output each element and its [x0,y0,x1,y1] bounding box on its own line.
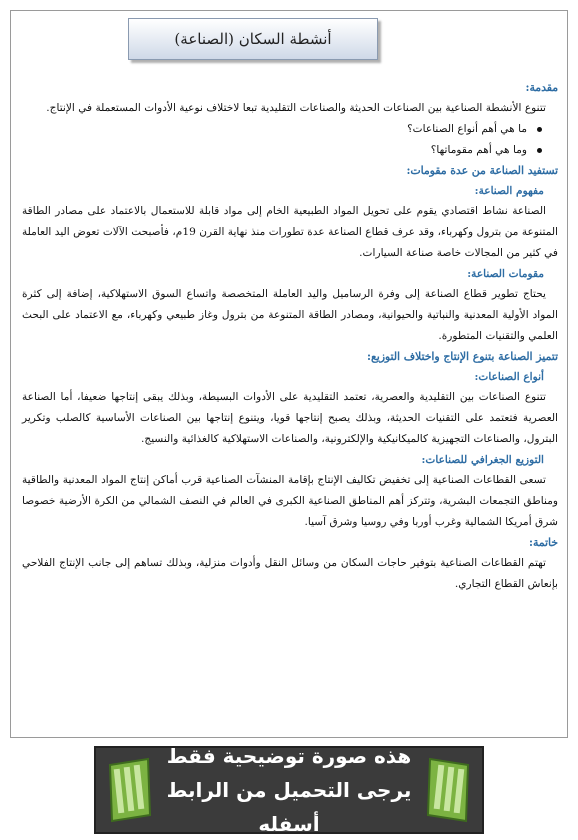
banner-text [156,739,422,840]
distribution-heading: التوزيع الجغرافي للصناعات: [421,454,544,466]
factors-heading: مقومات الصناعة: [467,268,544,280]
factors-paragraph: يحتاج تطوير قطاع الصناعة إلى وفرة الرساميل واليد العاملة المتخصصة واتساع السوق الاستهلاكية، إضافة إلى كثرة المواد الأولية المعدنية والنباتية والحيوانية، ومصادر الطاقة المتنوعة من بترول وغاز طبيعي وكهرباء، مع الاعتماد على البحث العلمي والتقنيات المتطورة. [22,288,558,342]
question-item [22,140,558,161]
bullet-icon [537,148,542,153]
book-icon [104,755,156,825]
banner-line1: هذه صورة توضيحية فقط [166,744,412,768]
document-body [22,78,558,595]
question-text: وما هي أهم مقوماتها؟ [430,144,527,156]
conclusion-paragraph: تهتم القطاعات الصناعية بتوفير حاجات السكان من وسائل النقل وأدوات منزلية، وبذلك تساهم إلى جانب الإنتاج الفلاحي بإنعاش القطاع التجاري. [22,557,558,590]
question-item [22,119,558,140]
book-icon [422,755,474,825]
section1-heading: تستفيد الصناعة من عدة مقومات: [406,164,558,177]
page-title: أنشطة السكان (الصناعة) [128,18,378,60]
concept-heading: مفهوم الصناعة: [474,185,544,197]
concept-paragraph: الصناعة نشاط اقتصادي يقوم على تحويل المواد الطبيعية الخام إلى مواد قابلة للاستعمال بالاعتماد على مصادر الطاقة المتنوعة من بترول وكهرباء، وقد عرف قطاع الصناعة عدة تطورات منذ نهاية القرن 19م، فأصبحت الآلات تعوض اليد العاملة في كثير من المجالات خاصة صناعة السيارات. [22,205,558,259]
question-text: ما هي أهم أنواع الصناعات؟ [407,123,527,135]
types-heading: أنواع الصناعات: [474,371,544,383]
conclusion-heading: خاتمة: [529,536,558,549]
banner-line2: يرجى التحميل من الرابط أسفله [166,778,412,836]
section2-heading: تتميز الصناعة بتنوع الإنتاج واختلاف التوزيع: [366,350,558,363]
bullet-icon [537,127,542,132]
download-notice-banner[interactable] [94,746,484,834]
intro-paragraph: تتنوع الأنشطة الصناعية بين الصناعات الحديثة والصناعات التقليدية تبعا لاختلاف نوعية الأدوات المستعملة في الإنتاج. [46,102,546,114]
distribution-paragraph: تسعى القطاعات الصناعية إلى تخفيض تكاليف الإنتاج بإقامة المنشآت الصناعية قرب أماكن إنتاج المواد المعدنية والطاقية ومناطق التجمعات البشرية، وتتركز أهم المناطق الصناعية الكبرى في العالم في النصف الشمالي من الكرة الأرضية خصوصا شرق أمريكا الشمالية وغرب أوربا وفي روسيا وشرق آسيا. [22,474,558,528]
types-paragraph: تتنوع الصناعات بين التقليدية والعصرية، تعتمد التقليدية على الأدوات البسيطة، وبذلك يبقى إنتاجها ضعيفا، أما الصناعة العصرية فتعتمد على التقنيات الحديثة، وبذلك يصبح إنتاجها قويا، ويتنوع إنتاجها بين الصناعات الأساسية كالصلب وتكرير البترول، والصناعات التجهيزية كالميكانيكية والإلكترونية، والصناعات الاستهلاكية كالغذائية والنسيج. [22,391,558,445]
intro-heading: مقدمة: [525,81,558,94]
